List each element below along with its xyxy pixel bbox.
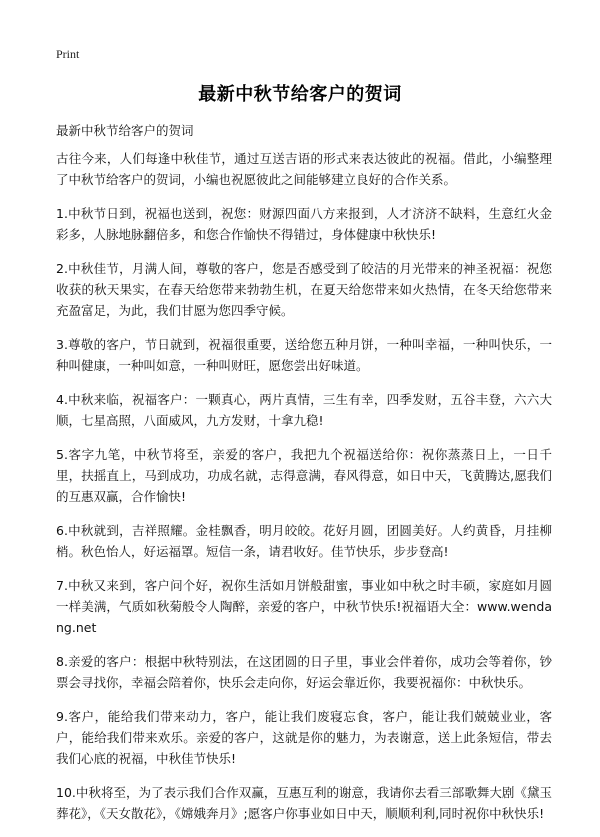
page-title: 最新中秋节给客户的贺词	[198, 84, 402, 105]
greeting-paragraph: 6.中秋就到，吉祥照耀。金桂飘香，明月皎皎。花好月圆，团圆美好。人约黄昏，月挂柳梢。秋色怡人，好运福罩。短信一条，请君收好。佳节快乐，步步登高!	[56, 523, 552, 559]
print-link[interactable]: Print	[56, 47, 80, 61]
greeting-paragraph: 7.中秋又来到，客户问个好，祝你生活如月饼般甜蜜，事业如中秋之时丰硕，家庭如月圆一样美满，气质如秋菊般令人陶醉，亲爱的客户，中秋节快乐!祝福语大全：www.wendang.net	[56, 578, 552, 635]
greeting-paragraph: 10.中秋将至，为了表示我们合作双赢，互惠互利的谢意，我请你去看三部歌舞大剧《黛玉葬花》，《天女散花》，《嫦娥奔月》;愿客户你事业如日中天，顺顺利利,同时祝你中秋快乐!	[56, 785, 552, 821]
greeting-paragraph: 4.中秋来临，祝福客户：一颗真心，两片真情，三生有幸，四季发财，五谷丰登，六六大顺，七星高照，八面威风，九方发财，十拿九稳!	[56, 392, 552, 428]
greeting-paragraph: 1.中秋节日到，祝福也送到，祝您：财源四面八方来报到，人才济济不缺料，生意红火金彩多，人脉地脉翻倍多，和您合作愉快不得错过，身体健康中秋快乐!	[56, 206, 552, 242]
article-body	[56, 148, 552, 837]
greeting-paragraph: 5.客字九笔，中秋节将至，亲爱的客户，我把九个祝福送给你：祝你蒸蒸日上，一日千里，扶摇直上，马到成功，功成名就，志得意满，春风得意，如日中天，飞黄腾达,愿我们的互惠双赢，合作愉快!	[56, 447, 552, 504]
greeting-paragraph: 8.亲爱的客户：根据中秋特别法，在这团圆的日子里，事业会伴着你，成功会等着你，钞票会寻找你，幸福会陪着你，快乐会走向你，好运会靠近你，我要祝福你：中秋快乐。	[56, 654, 552, 690]
greeting-paragraph: 9.客户，能给我们带来动力，客户，能让我们废寝忘食，客户，能让我们兢兢业业，客户，能给我们带来欢乐。亲爱的客户，这就是你的魅力，为表谢意，送上此条短信，带去我们心底的祝福，中秋佳节快乐!	[56, 709, 552, 766]
greeting-paragraph: 3.尊敬的客户，节日就到，祝福很重要，送给您五种月饼，一种叫幸福，一种叫快乐，一种叫健康，一种叫如意，一种叫财旺，愿您尝出好味道。	[56, 337, 552, 373]
intro-paragraph: 古往今来，人们每逢中秋佳节，通过互送吉语的形式来表达彼此的祝福。借此，小编整理了中秋节给客户的贺词，小编也祝愿彼此之间能够建立良好的合作关系。	[56, 151, 552, 187]
greeting-paragraph: 2.中秋佳节，月满人间，尊敬的客户，您是否感受到了皎洁的月光带来的神圣祝福：祝您收获的秋天果实，在春天给您带来勃勃生机，在夏天给您带来如火热情，在冬天给您带来充盈富足，为此，我们甘愿为您四季守候。	[56, 261, 552, 318]
document-subtitle: 最新中秋节给客户的贺词	[56, 123, 194, 138]
